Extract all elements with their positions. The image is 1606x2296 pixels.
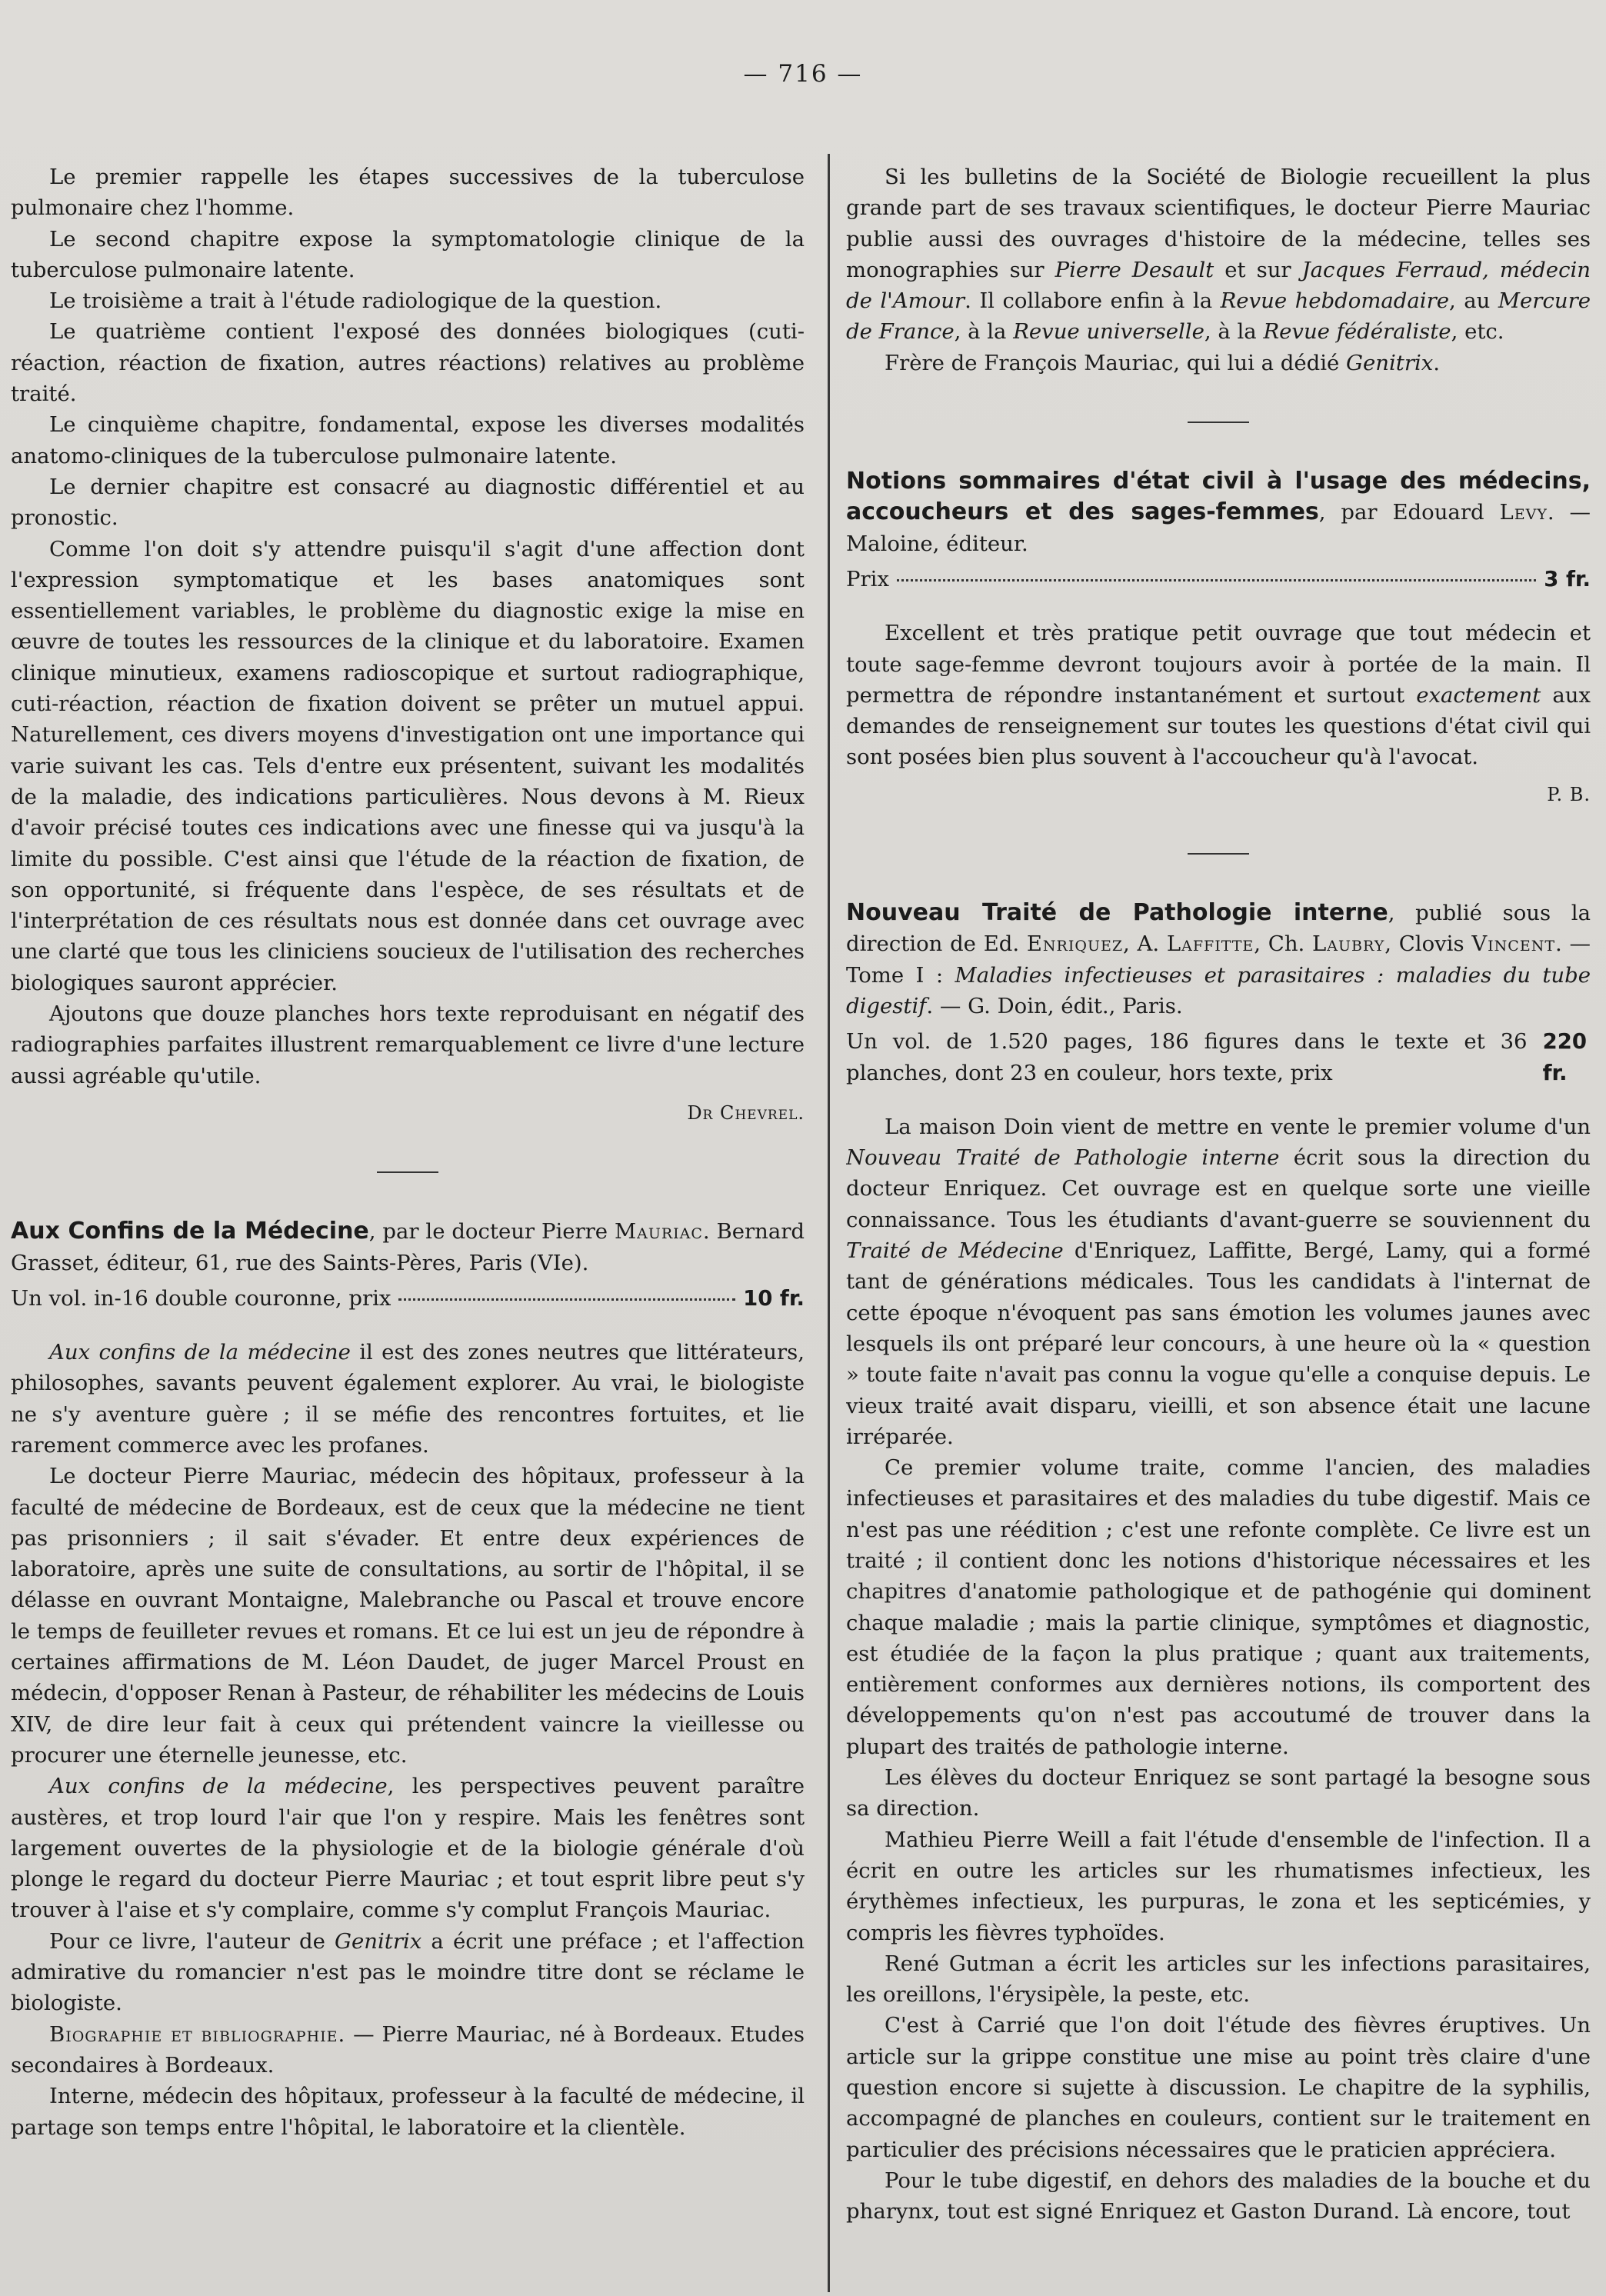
paragraph: Le premier rappelle les étapes successives de la tuberculose pulmonaire chez l'homme.: [11, 165, 805, 221]
signature: Dr Chevrel.: [687, 1101, 805, 1124]
right-column: [846, 162, 1591, 2284]
price-line: Un vol. in-16 double couronne, prix 10 fr.: [11, 1283, 805, 1314]
paragraph: Frère de François Mauriac, qui lui a dédié Genitrix.: [885, 350, 1441, 375]
paragraph: Le second chapitre expose la symptomatologie clinique de la tuberculose pulmonaire latente.: [11, 226, 805, 282]
paragraph: Le docteur Pierre Mauriac, médecin des hôpitaux, professeur à la faculté de médecine de Bordeaux, est de ceux que la médecine ne tient pas prisonniers ; il sait s'évader. Et entre deux expériences de laboratoire, après une suite de consultations, au sortir de l'hôpital, il se délasse en ouvrant Montaigne, Malebranche ou Pascal et trouve encore le temps de feuilleter revues et romans. Et ce lui est un jeu de répondre à certaines affirmations de M. Léon Daudet, de juger Marcel Proust en médecin, d'opposer Renan à Pasteur, de réhabiliter les médecins de Louis XIV, de dire leur fait à ceux qui prétendent vaincre la vieillesse ou procurer une éternelle jeunesse, etc.: [11, 1464, 805, 1768]
price-line: Prix 3 fr.: [846, 564, 1591, 595]
section-separator: [1188, 853, 1249, 855]
paragraph: Pour ce livre, l'auteur de Genitrix a écrit une préface ; et l'affection admirative du romancier n'est pas le moindre titre dont se réclame le biologiste.: [11, 1928, 805, 2016]
signature: P. B.: [1547, 783, 1591, 805]
author-name: Vincent: [1471, 931, 1556, 957]
paragraph: Pour le tube digestif, en dehors des maladies de la bouche et du pharynx, tout est signé Enriquez et Gaston Durand. Là encore, tout: [846, 2168, 1591, 2224]
price: 10 fr.: [743, 1285, 805, 1311]
paragraph: C'est à Carrié que l'on doit l'étude des fièvres éruptives. Un article sur la grippe constitue une mise au point très claire d'une question encore si sujette à discussion. Le chapitre de la syphilis, accompagné de planches en couleurs, contient sur le traitement en particulier des précisions nécessaires que le praticien appréciera.: [846, 2013, 1591, 2162]
paragraph: Ajoutons que douze planches hors texte reproduisant en négatif des radiographies parfaites illustrent remarquablement ce livre d'une lecture aussi agréable qu'utile.: [11, 1001, 805, 1088]
author-name: Laubry: [1312, 931, 1385, 957]
review-title: Aux Confins de la Médecine: [11, 1218, 369, 1245]
review-heading: Aux Confins de la Médecine, par le docteur Pierre Mauriac. Bernard Grasset, éditeur, 61, rue des Saints-Pères, Paris (VIe).: [11, 1218, 805, 1275]
author-name: Levy: [1499, 500, 1548, 525]
section-separator: [377, 1171, 438, 1173]
review-title: Notions sommaires d'état civil à l'usage des médecins, accoucheurs et des sages-femmes: [846, 468, 1591, 526]
paragraph: Interne, médecin des hôpitaux, professeur à la faculté de médecine, il partage son temps entre l'hôpital, le laboratoire et la clientèle.: [11, 2084, 805, 2140]
section-separator: [1188, 422, 1249, 423]
leader-dots: [897, 579, 1536, 581]
paragraph: Le cinquième chapitre, fondamental, expose les diverses modalités anatomo-cliniques de la tuberculose pulmonaire latente.: [11, 412, 805, 468]
left-column: [11, 162, 805, 2284]
paragraph: Mathieu Pierre Weill a fait l'étude d'ensemble de l'infection. Il a écrit en outre les articles sur les rhumatismes infectieux, les érythèmes infectieux, les purpuras, le zona et les septicémies, y compris les fièvres typhoïdes.: [846, 1827, 1591, 1945]
price-line: Un vol. de 1.520 pages, 186 figures dans le texte et 36 planches, dont 23 en couleur, hors texte, prix 220 fr.: [846, 1026, 1591, 1088]
price: 220 fr.: [1542, 1029, 1587, 1085]
author-name: Enriquez: [1026, 931, 1124, 957]
paragraph: Excellent et très pratique petit ouvrage que tout médecin et toute sage-femme devront toujours avoir à portée de la main. Il permettra de répondre instantanément et surtout exactement aux demandes de renseignement sur toutes les questions d'état civil qui sont posées bien plus souvent à l'accoucheur qu'à l'avocat.: [846, 621, 1591, 770]
paragraph: Ce premier volume traite, comme l'ancien, des maladies infectieuses et parasitaires et des maladies du tube digestif. Mais ce n'est pas une réédition ; c'est une refonte complète. Ce livre est un traité ; il contient donc les notions d'historique nécessaires et les chapitres d'anatomie pathologique et de pathogénie qui dominent chaque maladie ; mais la partie clinique, symptômes et diagnostic, est étudiée de la façon la plus pratique ; quant aux traitements, entièrement conformes aux dernières notions, ils comportent des développements qu'on n'est pas accoutumé de trouver dans la plupart des traités de pathologie interne.: [846, 1455, 1591, 1759]
paragraph: Le quatrième contient l'exposé des données biologiques (cuti-réaction, réaction de fixation, autres réactions) relatives au problème traité.: [11, 319, 805, 407]
paragraph: La maison Doin vient de mettre en vente le premier volume d'un Nouveau Traité de Pathologie interne écrit sous la direction du docteur Enriquez. Cet ouvrage est en quelque sorte une vieille connaissance. Tous les étudiants d'avant-guerre se souviennent du Traité de Médecine d'Enriquez, Laffitte, Bergé, Lamy, qui a formé tant de générations médicales. Tous les candidats à l'internat de cette époque n'évoquent pas sans émotion les volumes jaunes avec lesquels ils ont préparé leur concours, à une heure où la « question » toute faite n'avait pas connu la vogue qu'elle a conquise depuis. Le vieux traité avait disparu, vieilli, et son absence était une lacune irréparée.: [846, 1114, 1591, 1449]
paragraph: Le dernier chapitre est consacré au diagnostic différentiel et au pronostic.: [11, 474, 805, 531]
review-heading: Nouveau Traité de Pathologie interne, publié sous la direction de Ed. Enriquez, A. Laffitte, Ch. Laubry, Clovis Vincent. — Tome I : Maladies infectieuses et parasitaires : maladies du tube digestif. — G. Doin, édit., Paris.: [846, 899, 1591, 1018]
paragraph: René Gutman a écrit les articles sur les infections parasitaires, les oreillons, l'érysipèle, la peste, etc.: [846, 1951, 1591, 2008]
author-name: Mauriac: [614, 1219, 703, 1245]
review-heading: Notions sommaires d'état civil à l'usage des médecins, accoucheurs et des sages-femmes, par Edouard Levy. — Maloine, éditeur.: [846, 468, 1591, 556]
paragraph: Le troisième a trait à l'étude radiologique de la question.: [49, 288, 662, 314]
paragraph: Les élèves du docteur Enriquez se sont partagé la besogne sous sa direction.: [846, 1765, 1591, 1821]
author-name: Laffitte: [1166, 931, 1254, 957]
column-rule: [828, 154, 830, 2292]
price: 3 fr.: [1544, 566, 1591, 591]
paragraph: Aux confins de la médecine il est des zones neutres que littérateurs, philosophes, savants peuvent également explorer. Au vrai, le biologiste ne s'y aventure guère ; il se méfie des rencontres fortuites, et lie rarement commerce avec les profanes.: [11, 1340, 805, 1458]
leader-dots: [398, 1298, 735, 1301]
paragraph: Aux confins de la médecine, les perspectives peuvent paraître austères, et trop lourd l'air que l'on y respire. Mais les fenêtres sont largement ouvertes de la physiologie et de la biologie générale d'où plonge le regard du docteur Pierre Mauriac ; et tout esprit libre peut s'y trouver à l'aise et s'y complaire, comme s'y complut François Mauriac.: [11, 1774, 805, 1923]
paragraph: Biographie et bibliographie. — Pierre Mauriac, né à Bordeaux. Etudes secondaires à Bordeaux.: [11, 2021, 805, 2078]
paragraph: Si les bulletins de la Société de Biologie recueillent la plus grande part de ses travaux scientifiques, le docteur Pierre Mauriac publie aussi des ouvrages d'histoire de la médecine, telles ses monographies sur Pierre Desault et sur Jacques Ferraud, médecin de l'Amour. Il collabore enfin à la Revue hebdomadaire, au Mercure de France, à la Revue universelle, à la Revue fédéraliste, etc.: [846, 165, 1591, 345]
paragraph: Comme l'on doit s'y attendre puisqu'il s'agit d'une affection dont l'expression symptomatique et les bases anatomiques sont essentiellement variables, le problème du diagnostic exige la mise en œuvre de toutes les ressources de la clinique et du laboratoire. Examen clinique minutieux, examens radioscopique et surtout radiographique, cuti-réaction, réaction de fixation doivent se prêter un mutuel appui. Naturellement, ces divers moyens d'investigation ont une importance qui varie suivant les cas. Tels d'entre eux présentent, suivant les modalités de la maladie, des indications particulières. Nous devons à M. Rieux d'avoir précisé toutes ces indications avec une finesse qui va jusqu'à la limite du possible. C'est ainsi que l'étude de la réaction de fixation, de son opportunité, si fréquente dans l'espèce, de ses résultats et de l'interprétation de ces résultats nous est donnée dans cet ouvrage avec une clarté que tous les cliniciens soucieux de l'utilisation des recherches biologiques sauront apprécier.: [11, 536, 805, 995]
page-number: — 716 —: [743, 60, 863, 88]
review-title: Nouveau Traité de Pathologie interne: [846, 899, 1388, 927]
